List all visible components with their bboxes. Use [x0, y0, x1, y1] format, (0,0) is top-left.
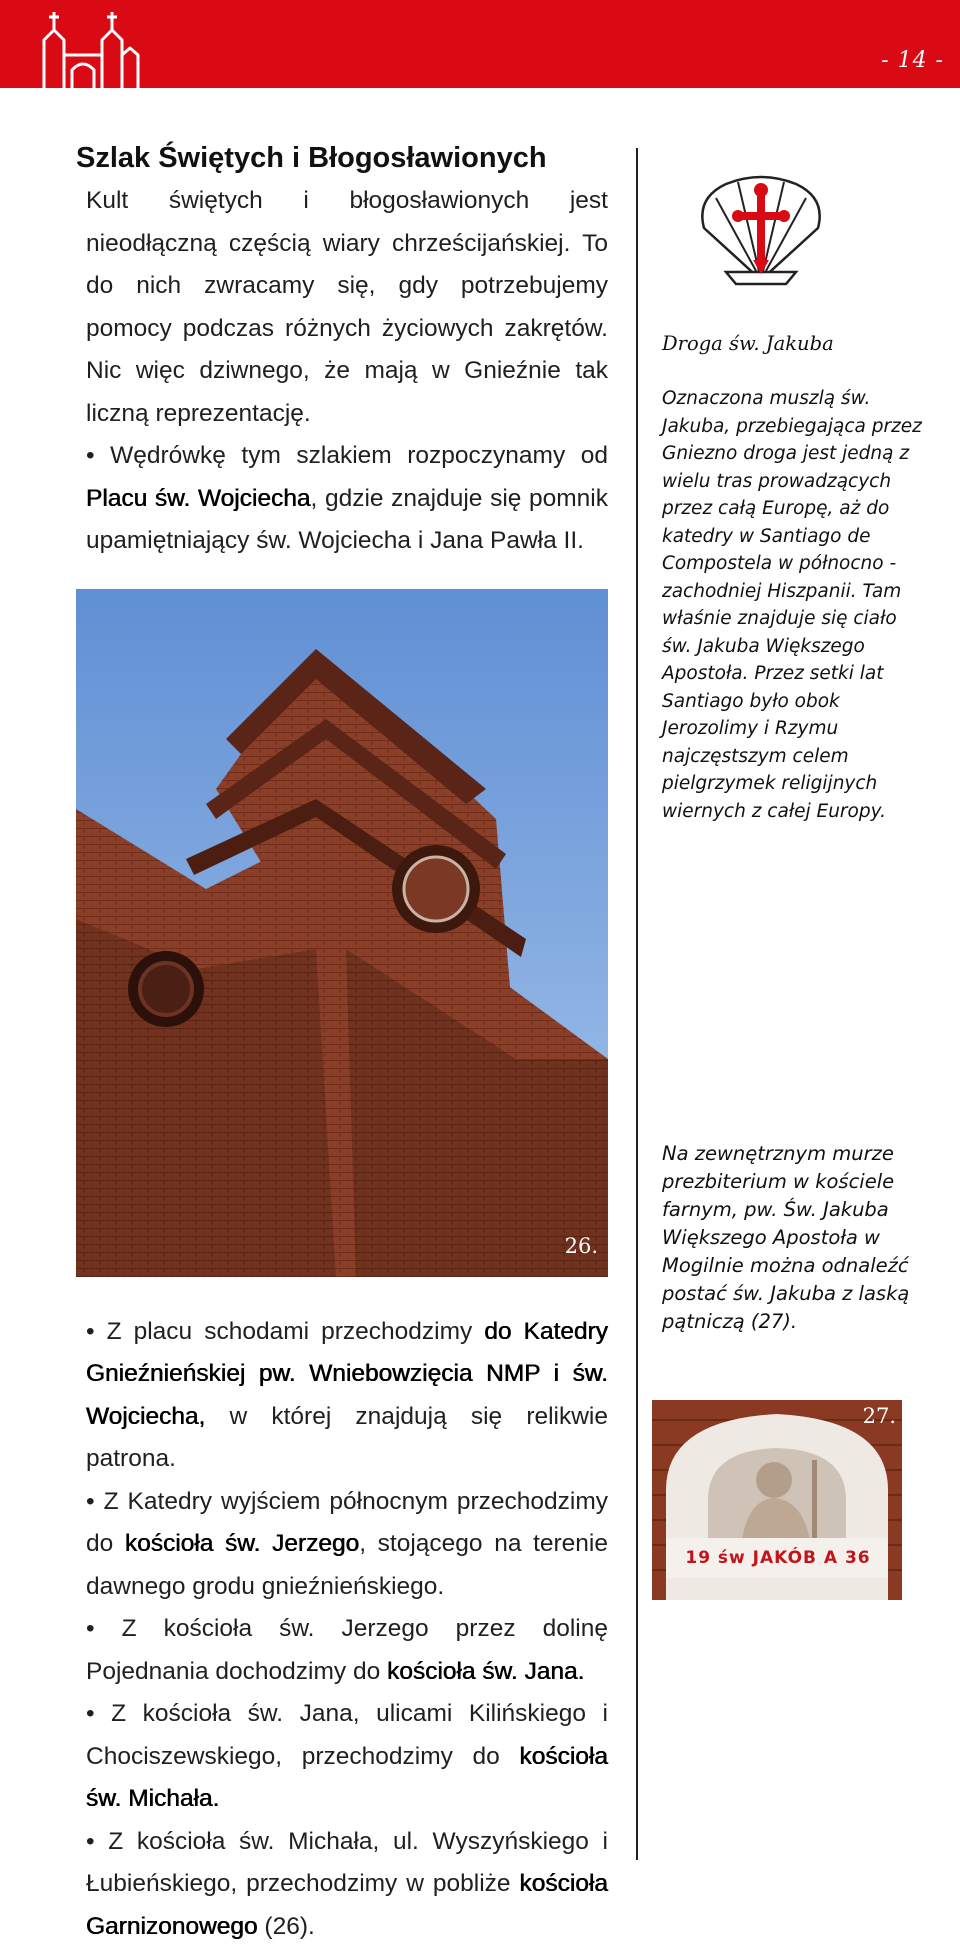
- route-step-1: • Wędrówkę tym szlakiem rozpoczynamy od Placu św. Wojciecha, gdzie znajduje się pomnik upamiętniający św. Wojciecha i Jana Pawła II.: [76, 435, 608, 563]
- column-divider: [636, 148, 638, 1860]
- place-name: kościoła św. Michała.: [86, 1743, 608, 1813]
- section-title: Szlak Świętych i Błogosławionych: [76, 138, 608, 178]
- route-step-6: • Z kościoła św. Michała, ul. Wyszyńskiego i Łubieńskiego, przechodzimy w pobliże kościoła Garnizonowego (26).: [76, 1821, 608, 1948]
- place-name: Placu św. Wojciecha: [86, 485, 311, 512]
- photo-number: 26.: [565, 1234, 598, 1258]
- sidebar-text: Oznaczona muszlą św. Jakuba, przebiegająca przez Gniezno droga jest jedną z wielu tras prowadzących przez całą Europę, aż do katedry w Santiago de Compostela w północno - zachodniej Hiszpanii. Tam właśnie znajduje się ciało św. Jakuba Większego Apostoła. Przez setki lat Santiago było obok Jerozolimy i Rzymu najczęstszym celem pielgrzymek religijnych wiernych z całej Europy.: [662, 385, 922, 825]
- place-name: kościoła św. Jana.: [387, 1658, 584, 1685]
- main-column: [76, 138, 608, 1948]
- place-name: kościoła Garnizonowego: [86, 1870, 608, 1940]
- scallop-shell-cross-icon: [686, 168, 836, 288]
- saint-james-relief-photo: [652, 1400, 902, 1600]
- sidebar-title: Droga św. Jakuba: [662, 331, 922, 357]
- intro-paragraph: Kult świętych i błogosławionych jest nieodłączną częścią wiary chrześcijańskiej. To do nich zwracamy się, gdy potrzebujemy pomocy podczas różnych życiowych zakrętów. Nic więc dziwnego, że mają w Gnieźnie tak liczną reprezentację.: [76, 180, 608, 435]
- route-step-3: • Z Katedry wyjściem północnym przechodzimy do kościoła św. Jerzego, stojącego na terenie dawnego grodu gnieźnieńskiego.: [76, 1481, 608, 1609]
- saint-james-relief-illustration: [652, 1400, 902, 1600]
- sidebar: [662, 168, 922, 825]
- church-tower-photo: [76, 589, 608, 1277]
- route-step-5: • Z kościoła św. Jana, ulicami Kilińskiego i Chociszewskiego, przechodzimy do kościoła św. Michała.: [76, 1693, 608, 1821]
- route-step-4: • Z kościoła św. Jerzego przez dolinę Pojednania dochodzimy do kościoła św. Jana.: [76, 1608, 608, 1693]
- route-step-2: • Z placu schodami przechodzimy do Katedry Gnieźnieńskiej pw. Wniebowzięcia NMP i św. Wojciecha, w której znajdują się relikwie patrona.: [76, 1311, 608, 1481]
- photo-number: 27.: [863, 1404, 896, 1428]
- church-towers-icon: [42, 0, 152, 92]
- place-name: do Katedry Gnieźnieńskiej pw. Wniebowzięcia NMP i św. Wojciecha,: [86, 1318, 608, 1430]
- place-name: kościoła św. Jerzego: [125, 1530, 359, 1557]
- route-steps: [76, 1311, 608, 1948]
- page-number: - 14 -: [881, 48, 944, 73]
- church-tower-illustration: [76, 589, 608, 1277]
- relief-inscription: 19 św JAKÓB A 36: [672, 1548, 884, 1568]
- photo-caption: Na zewnętrznym murze prezbiterium w kościele farnym, pw. Św. Jakuba Większego Apostoła w Mogilnie można odnaleźć postać św. Jakuba z laską pątniczą (27).: [662, 1140, 922, 1336]
